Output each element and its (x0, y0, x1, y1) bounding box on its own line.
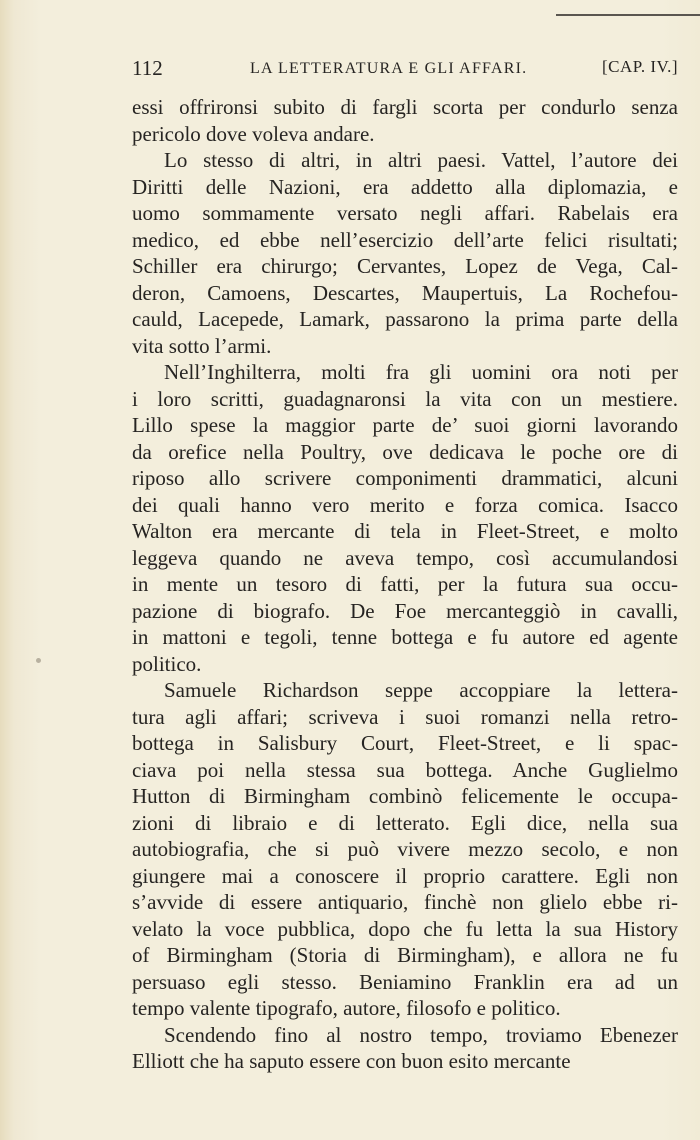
text-line: Walton era mercante di tela in Fleet-Street, e molto (132, 519, 678, 543)
text-line: deron, Camoens, Descartes, Maupertuis, La Rochefou- (132, 280, 678, 305)
text-line: pericolo dove voleva andare. (132, 121, 375, 146)
text-line: tura agli affari; scriveva i suoi romanzi nella retro- (132, 704, 678, 729)
text-line: autobiografia, che si può vivere mezzo secolo, e non (132, 837, 678, 861)
text-line: uomo sommamente versato negli affari. Rabelais era (132, 201, 678, 225)
text-line: in mente un tesoro di fatti, per la futura sua occu- (132, 572, 678, 596)
text-line: Lo stesso di altri, in altri paesi. Vattel, l’autore dei (164, 148, 678, 172)
text-line: riposo allo scrivere componimenti drammatici, alcuni (132, 466, 678, 490)
paragraph (132, 359, 678, 677)
text-line: Diritti delle Nazioni, era addetto alla diplomazia, e (132, 174, 678, 199)
paper-smudge (36, 658, 41, 663)
text-line: Samuele Richardson seppe accoppiare la lettera- (164, 678, 678, 702)
text-line: Hutton di Birmingham combinò felicemente le occupa- (132, 784, 678, 808)
text-line: Lillo spese la maggior parte de’ suoi giorni lavorando (132, 413, 678, 437)
text-line: Elliott che ha saputo essere con buon esito mercante (132, 1049, 571, 1073)
body-text (132, 94, 678, 1075)
text-line: leggeva quando ne aveva tempo, così accumulandosi (132, 545, 678, 570)
text-line: velato la voce pubblica, dopo che fu letta la sua History (132, 916, 678, 941)
text-line: Scendendo fino al nostro tempo, troviamo Ebenezer (164, 1022, 678, 1047)
text-line: essi offrironsi subito di fargli scorta per condurlo senza (132, 95, 678, 119)
text-line: of Birmingham (Storia di Birmingham), e allora ne fu (132, 943, 678, 967)
top-rule-line (556, 14, 700, 16)
text-line: s’avvide di essere antiquario, finchè non glielo ebbe ri- (132, 890, 678, 914)
running-header (132, 56, 678, 88)
page-number: 112 (132, 56, 163, 80)
text-line: i loro scritti, guadagnaronsi la vita con un mestiere. (132, 386, 678, 411)
paragraph (132, 94, 678, 147)
text-line: in mattoni e tegoli, tenne bottega e fu autore ed agente (132, 625, 678, 649)
text-line: politico. (132, 651, 202, 676)
text-line: tempo valente tipografo, autore, filosofo e politico. (132, 996, 561, 1020)
running-title: LA LETTERATURA E GLI AFFARI. (250, 60, 528, 77)
text-line: dei quali hanno vero merito e forza comica. Isacco (132, 492, 678, 517)
text-line: pazione di biografo. De Foe mercanteggiò in cavalli, (132, 598, 678, 623)
paragraph (132, 147, 678, 359)
text-line: bottega in Salisbury Court, Fleet-Street, e li spac- (132, 731, 678, 755)
paragraph (132, 1022, 678, 1075)
text-line: Nell’Inghilterra, molti fra gli uomini ora noti per (164, 360, 678, 384)
text-line: medico, ed ebbe nell’esercizio dell’arte felici risultati; (132, 227, 678, 252)
text-line: vita sotto l’armi. (132, 333, 272, 358)
text-line: persuaso egli stesso. Beniamino Franklin era ad un (132, 969, 678, 994)
text-line: zioni di libraio e di letterato. Egli dice, nella sua (132, 810, 678, 835)
paragraph (132, 677, 678, 1022)
chapter-label: [CAP. IV.] (601, 57, 678, 76)
text-line: da orefice nella Poultry, ove dedicava le poche ore di (132, 439, 678, 464)
text-line: giungere mai a conoscere il proprio carattere. Egli non (132, 863, 678, 888)
text-line: Schiller era chirurgo; Cervantes, Lopez de Vega, Cal- (132, 254, 678, 278)
text-line: cauld, Lacepede, Lamark, passarono la prima parte della (132, 307, 678, 331)
text-line: ciava poi nella stessa sua bottega. Anche Guglielmo (132, 757, 678, 782)
